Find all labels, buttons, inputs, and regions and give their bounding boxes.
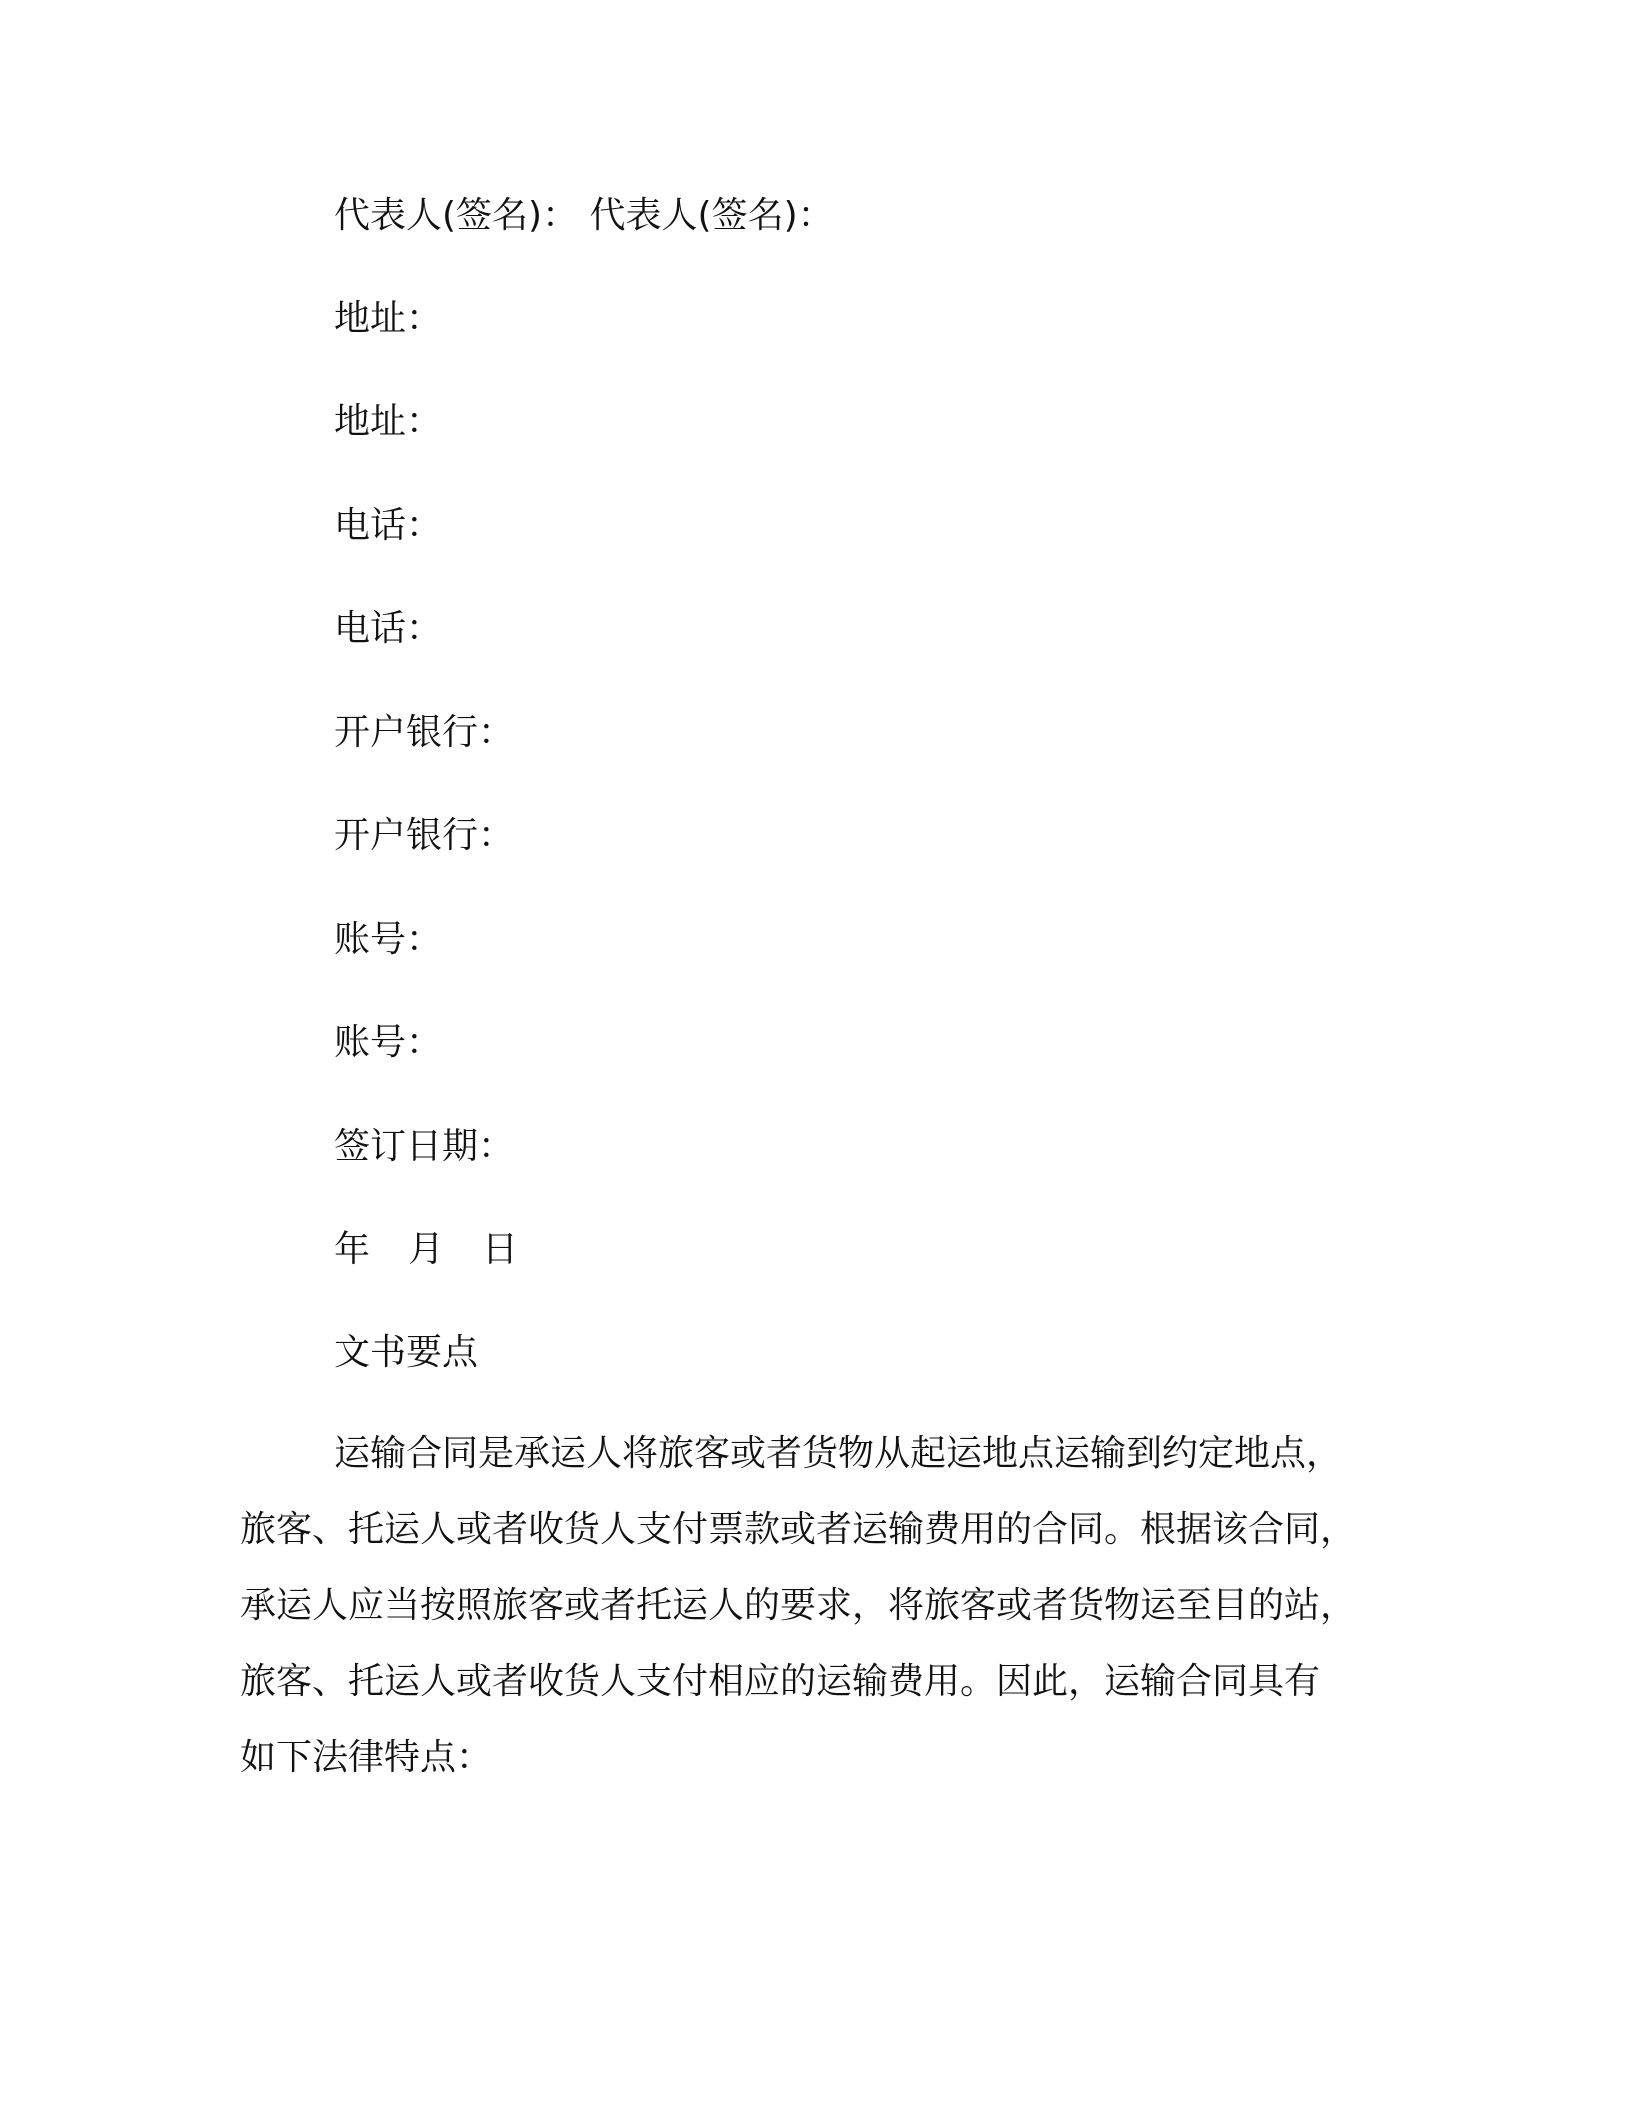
paragraph-line: 旅客、托运人或者收货人支付票款或者运输费用的合同。根据该合同，: [240, 1509, 1357, 1550]
address-field-party-a: 地址：: [334, 298, 443, 339]
date-placeholder-line: [334, 1228, 518, 1272]
phone-field-party-b: 电话：: [334, 608, 443, 649]
section-heading: 文书要点: [334, 1332, 479, 1373]
paragraph-line: 如下法律特点：: [240, 1737, 493, 1778]
paragraph-line: 承运人应当按照旅客或者托运人的要求，将旅客或者货物运至目的站，: [240, 1585, 1357, 1626]
section-paragraph: [240, 1416, 1390, 1796]
representative-signature-line: 代表人(签名)： 代表人(签名)：: [334, 195, 834, 236]
bank-field-party-a: 开户银行：: [334, 712, 515, 753]
account-field-party-a: 账号：: [334, 919, 443, 960]
account-field-party-b: 账号：: [334, 1022, 443, 1063]
date-month-label: 月: [408, 1229, 445, 1270]
date-day-label: 日: [482, 1229, 519, 1270]
paragraph-line: 旅客、托运人或者收货人支付相应的运输费用。因此，运输合同具有: [240, 1661, 1321, 1702]
address-field-party-b: 地址：: [334, 401, 443, 442]
bank-field-party-b: 开户银行：: [334, 815, 515, 856]
date-year-label: 年: [334, 1229, 371, 1270]
phone-field-party-a: 电话：: [334, 505, 443, 546]
paragraph-line: 运输合同是承运人将旅客或者货物从起运地点运输到约定地点，: [334, 1433, 1343, 1474]
signing-date-field: 签订日期：: [334, 1126, 515, 1167]
